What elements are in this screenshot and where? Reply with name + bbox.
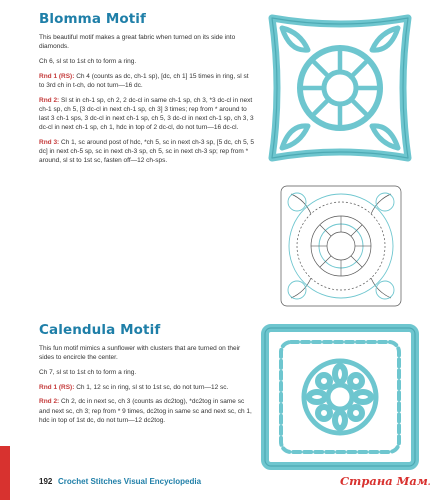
blomma-swatch-image <box>260 8 420 168</box>
blomma-setup: Ch 6, sl st to 1st ch to form a ring. <box>39 57 137 65</box>
blomma-intro: This beautiful motif makes a great fabric when turned on its side into diamonds. <box>39 34 236 51</box>
watermark-text: Страна Мам <box>340 474 428 488</box>
blomma-title: Blomma Motif <box>39 11 146 27</box>
round-label: Rnd 2: <box>39 96 60 104</box>
calendula-title: Calendula Motif <box>39 322 161 338</box>
calendula-section <box>39 322 255 430</box>
round-label: Rnd 1 (RS): <box>39 383 75 391</box>
calendula-setup: Ch 7, sl st to 1st ch to form a ring. <box>39 368 137 376</box>
round-text: Ch 2, dc in next sc, ch 3 (counts as dc2tog), *dc2tog in same sc and next sc, ch 3; rep from * 9 times, dc2tog in same sc and next sc, ch 1, hdc in top of 1st dc, do not turn—12 dc2tog. <box>39 398 252 424</box>
round-label: Rnd 3: <box>39 138 60 146</box>
calendula-swatch-image <box>255 322 425 472</box>
blomma-round-1 <box>39 72 255 90</box>
dot-glyph-icon: . <box>427 477 431 487</box>
blomma-round-3 <box>39 138 255 166</box>
page-number: 192 <box>39 477 53 486</box>
round-label: Rnd 1 (RS): <box>39 72 75 80</box>
round-text: Sl st in ch-1 sp, ch 2, 2 dc-cl in same ch-1 sp, ch 3, *3 dc-cl in next ch-1 sp, ch 5, [3 dc-cl in next ch-1 sp, ch 3] 3 times; rep from * around to last 3 ch-1 sps, 3 dc-cl in next ch-1 sp, ch 5, 3 dc-cl in next ch-1 sp, ch 3, 3 dc-cl in next ch-1 sp, ch 1, hdc in top of 2 dc-cl, do not turn—16 dc-cl. <box>39 96 254 132</box>
blomma-section <box>39 11 255 171</box>
calendula-intro: This fun motif mimics a sunflower with clusters that are turned on their sides to encircle the center. <box>39 345 241 362</box>
blomma-stitch-diagram <box>275 180 407 312</box>
calendula-round-1 <box>39 383 255 392</box>
book-title: Crochet Stitches Visual Encyclopedia <box>58 477 202 486</box>
round-text: Ch 4 (counts as dc, ch-1 sp), [dc, ch 1] 15 times in ring, sl st to 3rd ch in t-ch, do not turn—16 dc. <box>39 72 249 89</box>
blomma-round-2 <box>39 96 255 133</box>
calendula-round-2 <box>39 397 255 425</box>
footer-accent-bar <box>0 446 10 500</box>
round-label: Rnd 2: <box>39 398 60 406</box>
watermark <box>340 474 431 488</box>
round-text: Ch 1, 12 sc in ring, sl st to 1st sc, do not turn—12 sc. <box>74 383 229 391</box>
round-text: Ch 1, sc around post of hdc, *ch 5, sc in next ch-3 sp, [5 dc, ch 5, 5 dc] in next ch-5 sp, sc in next ch-3 sp, ch 5, sc in next ch-3 sp; rep from * around, sl st to 1st sc, fasten off—12 ch-sps. <box>39 138 254 165</box>
